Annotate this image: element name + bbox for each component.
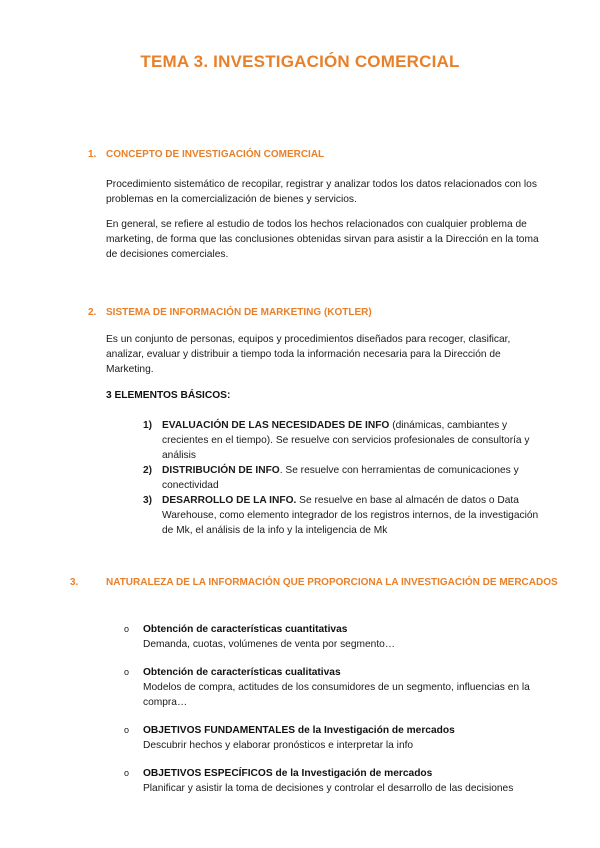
bullet-title: Obtención de características cuantitativas [143, 624, 348, 635]
item-number: 1) [143, 420, 153, 431]
item-title: DESARROLLO DE LA INFO. [162, 495, 297, 506]
list-item [124, 766, 544, 796]
section-1-title: CONCEPTO DE INVESTIGACIÓN COMERCIAL [106, 149, 325, 160]
bullet-mark: o [124, 624, 130, 634]
bullet-title-rest: de la Investigación de mercados [272, 768, 433, 779]
item-title: EVALUACIÓN DE LAS NECESIDADES DE INFO [162, 420, 390, 431]
bullet-title-caps: OBJETIVOS ESPECÍFICOS [143, 768, 273, 779]
list-item [124, 665, 544, 710]
bullet-text: Demanda, cuotas, volúmenes de venta por segmento… [143, 639, 396, 650]
section-3-heading [70, 575, 566, 591]
bullet-text: Planificar y asistir la toma de decisiones y controlar el desarrollo de las decisiones [143, 783, 514, 794]
bullet-text: Modelos de compra, actitudes de los consumidores de un segmento, influencias en la compra… [143, 682, 530, 708]
section-2-paragraph-1: Es un conjunto de personas, equipos y procedimientos diseñados para recoger, clasificar, analizar, evaluar y distribuir a tiempo toda la información necesaria para la Dirección de Marketing. [106, 334, 511, 375]
bullet-title [143, 723, 544, 738]
document-title: TEMA 3. INVESTIGACIÓN COMERCIAL [140, 52, 460, 71]
elements-list [143, 418, 543, 538]
bullet-mark: o [124, 667, 130, 677]
bullet-title-caps: OBJETIVOS FUNDAMENTALES [143, 725, 296, 736]
list-item [143, 463, 543, 493]
item-text: Se resuelve en base al almacén de datos o Data Warehouse, como elemento integrador de los registros internos, de la investigación de Mk, el análisis de la info y la inteligencia de Mk [162, 495, 539, 536]
section-2-heading [88, 305, 548, 321]
bullet-mark: o [124, 768, 130, 778]
section-2-number: 2. [88, 307, 97, 318]
section-1-paragraph-2: En general, se refiere al estudio de todos los hechos relacionados con cualquier problema de marketing, de forma que las conclusiones obtenidas sirvan para asistir a la Dirección en la toma de decisiones comerciales. [106, 219, 539, 260]
item-text: (dinámicas, cambiantes y crecientes en el tiempo). Se resuelve con servicios profesionales de consultoría y análisis [162, 420, 530, 461]
section-2-subheading: 3 ELEMENTOS BÁSICOS: [106, 390, 231, 401]
section-1-paragraph-1: Procedimiento sistemático de recopilar, registrar y analizar todos los datos relacionados con los problemas en la comercialización de bienes y servicios. [106, 179, 537, 205]
list-item [143, 493, 543, 538]
section-1-heading [88, 147, 548, 163]
item-number: 3) [143, 495, 153, 506]
bullet-mark: o [124, 725, 130, 735]
bullet-title-rest: de la Investigación de mercados [295, 725, 455, 736]
list-item [143, 418, 543, 463]
item-title: DISTRIBUCIÓN DE INFO [162, 465, 280, 476]
item-text: . Se resuelve con herramientas de comunicaciones y conectividad [162, 465, 519, 491]
item-number: 2) [143, 465, 153, 476]
section-1-number: 1. [88, 149, 97, 160]
section-2-title: SISTEMA DE INFORMACIÓN DE MARKETING (KOTLER) [106, 307, 372, 318]
section-3-number: 3. [70, 577, 79, 588]
bullet-text: Descubrir hechos y elaborar pronósticos e interpretar la info [143, 740, 414, 751]
section-3-title: NATURALEZA DE LA INFORMACIÓN QUE PROPORCIONA LA INVESTIGACIÓN DE MERCADOS [106, 577, 558, 588]
bullet-title [143, 766, 544, 781]
list-item [124, 723, 544, 753]
bullet-title: Obtención de características cualitativas [143, 667, 341, 678]
list-item [124, 622, 544, 652]
bullet-list [124, 622, 544, 796]
